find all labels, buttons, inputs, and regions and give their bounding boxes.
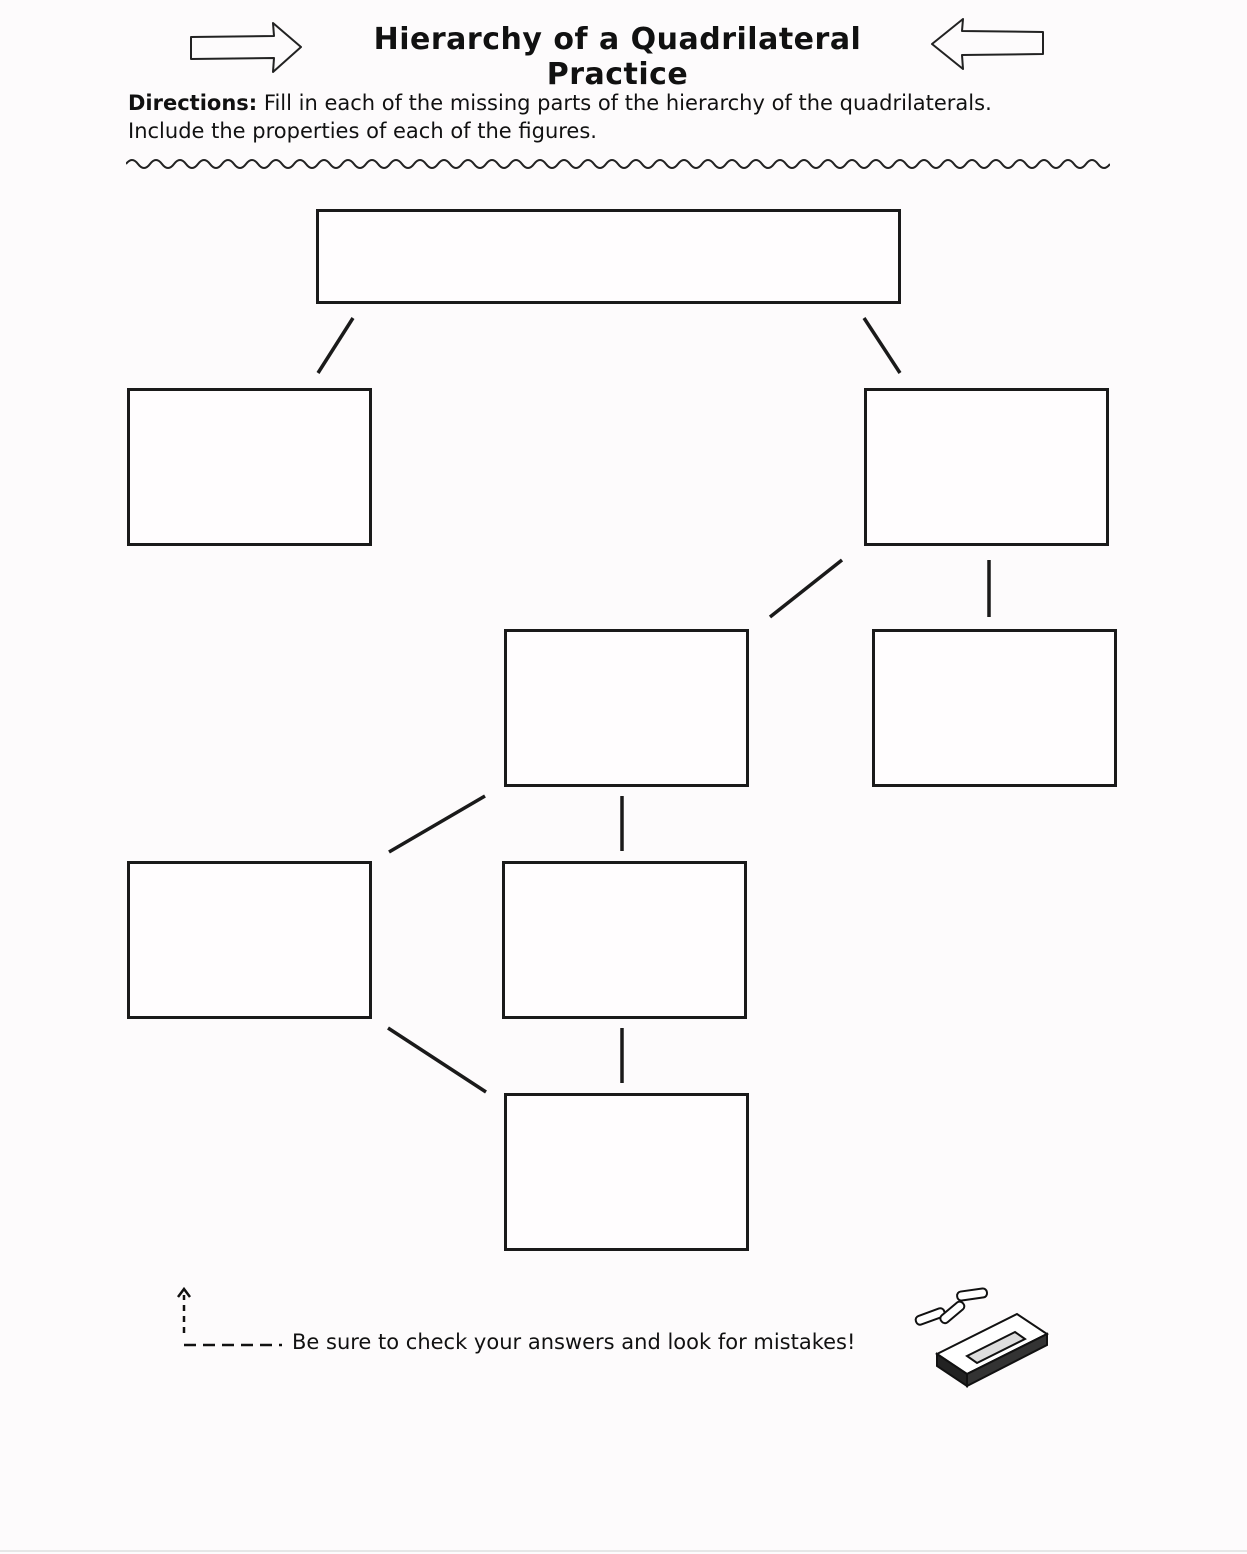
directions-line-2: Include the properties of each of the figures. [128,119,597,143]
answer-box-middle-2[interactable] [502,861,747,1019]
page-bottom-rule [0,1550,1247,1552]
answer-box-bottom[interactable] [504,1093,749,1251]
connector-left-bottom [388,1028,486,1092]
dashed-arrow-icon [170,1285,290,1355]
page-title: Hierarchy of a Quadrilateral Practice [373,22,862,92]
check-answers-reminder: Be sure to check your answers and look for mistakes! [292,1330,856,1354]
connector-top-right [864,318,900,373]
answer-box-left-lower[interactable] [127,861,372,1019]
answer-box-left-branch[interactable] [127,388,372,546]
directions-label: Directions: [128,91,258,115]
answer-box-right-child[interactable] [872,629,1117,787]
answer-box-right-branch[interactable] [864,388,1109,546]
directions-line-1: Fill in each of the missing parts of the hierarchy of the quadrilaterals. [263,91,992,115]
connector-middle-left [389,796,485,852]
chalk-and-eraser-icon [905,1282,1055,1392]
connector-right-middle [770,560,842,617]
answer-box-top[interactable] [316,209,901,304]
answer-box-middle-1[interactable] [504,629,749,787]
connector-top-left [318,318,353,373]
